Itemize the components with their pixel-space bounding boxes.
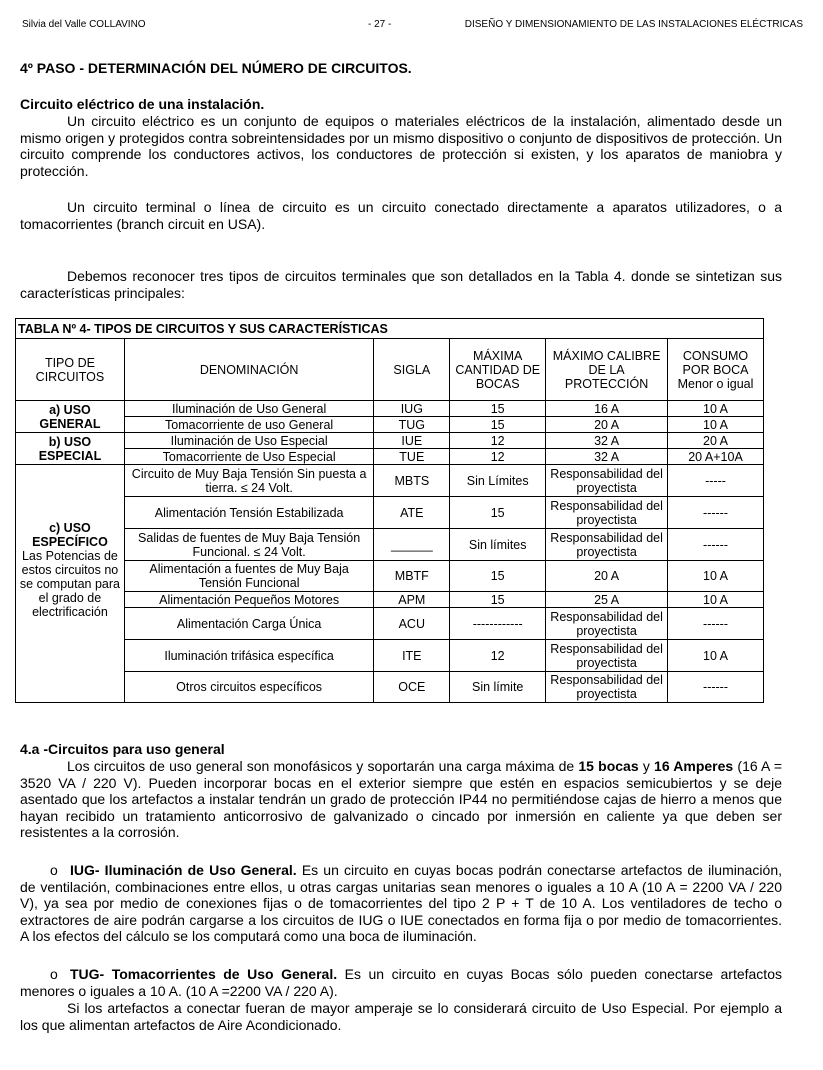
table-cell: Alimentación a fuentes de Muy Baja Tensión Funcional xyxy=(124,561,373,592)
table-cell: Alimentación Pequeños Motores xyxy=(124,592,373,608)
table-cell: 20 A xyxy=(546,417,668,433)
paragraph-3: Debemos reconocer tres tipos de circuitos terminales que son detallados en la Tabla 4. donde se sintetizan sus características principales: xyxy=(20,268,782,301)
bullet-icon: o xyxy=(50,862,58,878)
col-header: MÁXIMO CALIBRE DE LA PROTECCIÓN xyxy=(546,339,668,401)
section-4a-paragraph: Los circuitos de uso general son monofásicos y soportarán una carga máxima de 15 bocas y 16 Amperes (16 A = 3520 VA / 220 V). Pueden incorporar bocas en el exterior siempre que estén en espacios semicubiertos y se deje asentado que los artefactos a instalar tendrán un grado de protección IP44 no permitiéndose cajas de hierro a menos que hayan recibido un tratamiento anticorrosivo de galvanizado o cincado por inmersión en caliente ya que deben ser resistentes a la corrosión. xyxy=(20,758,782,840)
table-cell: Otros circuitos específicos xyxy=(124,672,373,703)
group-cell: a) USO GENERAL xyxy=(16,401,125,433)
table-cell: Sin límites xyxy=(450,529,546,561)
table-cell: 15 xyxy=(450,497,546,529)
last-paragraph: Si los artefactos a conectar fueran de mayor amperaje se lo considerará circuito de Uso Especial. Por ejemplo a los que alimentan artefactos de Aire Acondicionado. xyxy=(20,1000,782,1033)
table-cell: Responsabilidad del proyectista xyxy=(546,465,668,497)
table-cell: Alimentación Carga Única xyxy=(124,608,373,640)
table-cell: 32 A xyxy=(546,449,668,465)
table-cell: ______ xyxy=(374,529,450,561)
circuit-types-table xyxy=(15,318,764,703)
table-cell: Responsabilidad del proyectista xyxy=(546,640,668,672)
table-cell: 20 A+10A xyxy=(668,449,764,465)
table-cell: Iluminación trifásica específica xyxy=(124,640,373,672)
table-cell: 16 A xyxy=(546,401,668,417)
table-row xyxy=(16,592,764,608)
table-row xyxy=(16,417,764,433)
table-cell: APM xyxy=(374,592,450,608)
table-cell: 12 xyxy=(450,640,546,672)
table-cell: Iluminación de Uso General xyxy=(124,401,373,417)
header-author: Silvia del Valle COLLAVINO xyxy=(22,19,146,30)
paragraph-2: Un circuito terminal o línea de circuito es un circuito conectado directamente a aparatos utilizadores, o a tomacorrientes (branch circuit en USA). xyxy=(20,199,782,232)
col-header: CONSUMO POR BOCA Menor o igual xyxy=(668,339,764,401)
table-cell: ----- xyxy=(668,465,764,497)
table-cell: ACU xyxy=(374,608,450,640)
section-4a-title: 4.a -Circuitos para uso general xyxy=(20,741,225,757)
table-cell: IUG xyxy=(374,401,450,417)
table-cell: 12 xyxy=(450,449,546,465)
col-header: DENOMINACIÓN xyxy=(124,339,373,401)
table-cell: Responsabilidad del proyectista xyxy=(546,608,668,640)
table-row xyxy=(16,433,764,449)
table-row xyxy=(16,672,764,703)
table-cell: 12 xyxy=(450,433,546,449)
table-cell: 25 A xyxy=(546,592,668,608)
table-cell: MBTF xyxy=(374,561,450,592)
table-row xyxy=(16,497,764,529)
table-cell: Sin Límites xyxy=(450,465,546,497)
table-cell: MBTS xyxy=(374,465,450,497)
table-cell: OCE xyxy=(374,672,450,703)
table-cell: 32 A xyxy=(546,433,668,449)
table-cell: ------------ xyxy=(450,608,546,640)
col-header: MÁXIMA CANTIDAD DE BOCAS xyxy=(450,339,546,401)
table-cell: 15 xyxy=(450,561,546,592)
table-row xyxy=(16,529,764,561)
table-cell: 10 A xyxy=(668,561,764,592)
table-cell: Responsabilidad del proyectista xyxy=(546,672,668,703)
tug-paragraph: o TUG- Tomacorrientes de Uso General. Es un circuito en cuyas Bocas sólo pueden conectarse artefactos menores o iguales a 10 A. (10 A =2200 VA / 220 A). xyxy=(20,966,782,999)
group-cell: b) USO ESPECIAL xyxy=(16,433,125,465)
table-cell: 15 xyxy=(450,592,546,608)
table-cell: 15 xyxy=(450,417,546,433)
table-cell: Alimentación Tensión Estabilizada xyxy=(124,497,373,529)
table-cell: Iluminación de Uso Especial xyxy=(124,433,373,449)
table-cell: 15 xyxy=(450,401,546,417)
iug-paragraph: o IUG- Iluminación de Uso General. Es un circuito en cuyas bocas podrán conectarse artefactos de iluminación, de ventilación, combinaciones entre ellos, u otras cargas unitarias sean menores o iguales a 10 A (10 A = 2200 VA / 220 V), ya sea por medio de conexiones fijas o de tomacorrientes del tipo 2 P + T de 10 A. Los ventiladores de techo o extractores de aire podrán cargarse a los circuitos de IUG o IUE conectados en forma fija o por medio de tomacorrientes. A los efectos del cálculo se los computará como una boca de iluminación. xyxy=(20,862,782,944)
col-header: TIPO DE CIRCUITOS xyxy=(16,339,125,401)
table-cell: Tomacorriente de uso General xyxy=(124,417,373,433)
table-cell: Circuito de Muy Baja Tensión Sin puesta a tierra. ≤ 24 Volt. xyxy=(124,465,373,497)
table-cell: 10 A xyxy=(668,417,764,433)
table-cell: 20 A xyxy=(668,433,764,449)
paragraph-1: Un circuito eléctrico es un conjunto de equipos o materiales eléctricos de la instalación, alimentado desde un mismo origen y protegidos contra sobreintensidades por un mismo dispositivo o conjunto de dispositivos de protección. Un circuito comprende los conductores activos, los conductores de protección si existen, y los aparatos de maniobra y protección. xyxy=(20,113,782,179)
table-cell: 10 A xyxy=(668,640,764,672)
section-title: 4º PASO - DETERMINACIÓN DEL NÚMERO DE CIRCUITOS. xyxy=(20,60,412,76)
col-header: SIGLA xyxy=(374,339,450,401)
table-cell: ITE xyxy=(374,640,450,672)
header-title: DISEÑO Y DIMENSIONAMIENTO DE LAS INSTALACIONES ELÉCTRICAS xyxy=(464,19,803,30)
table-row xyxy=(16,608,764,640)
table-cell: Sin límite xyxy=(450,672,546,703)
table-cell: ------ xyxy=(668,497,764,529)
table-cell: TUE xyxy=(374,449,450,465)
table-cell: Responsabilidad del proyectista xyxy=(546,497,668,529)
table-cell: ------ xyxy=(668,672,764,703)
table-cell: 10 A xyxy=(668,401,764,417)
table-cell: Salidas de fuentes de Muy Baja Tensión Funcional. ≤ 24 Volt. xyxy=(124,529,373,561)
col-subheader: Menor o igual xyxy=(677,376,754,391)
table-row xyxy=(16,401,764,417)
table-cell: TUG xyxy=(374,417,450,433)
table-row xyxy=(16,465,764,497)
table-row xyxy=(16,449,764,465)
subtitle: Circuito eléctrico de una instalación. xyxy=(20,96,265,112)
table-cell: 10 A xyxy=(668,592,764,608)
bullet-icon: o xyxy=(50,966,58,982)
table-cell: ------ xyxy=(668,608,764,640)
group-cell: c) USO ESPECÍFICO Las Potencias de estos circuitos no se computan para el grado de electrificación xyxy=(16,465,125,703)
table-cell: ------ xyxy=(668,529,764,561)
table-cell: Responsabilidad del proyectista xyxy=(546,529,668,561)
table-cell: ATE xyxy=(374,497,450,529)
table-title: TABLA Nº 4- TIPOS DE CIRCUITOS Y SUS CARACTERÍSTICAS xyxy=(16,319,764,339)
table-row xyxy=(16,561,764,592)
table-cell: 20 A xyxy=(546,561,668,592)
table-cell: IUE xyxy=(374,433,450,449)
table-row xyxy=(16,640,764,672)
header-page-number: - 27 - xyxy=(368,19,392,30)
table-cell: Tomacorriente de Uso Especial xyxy=(124,449,373,465)
